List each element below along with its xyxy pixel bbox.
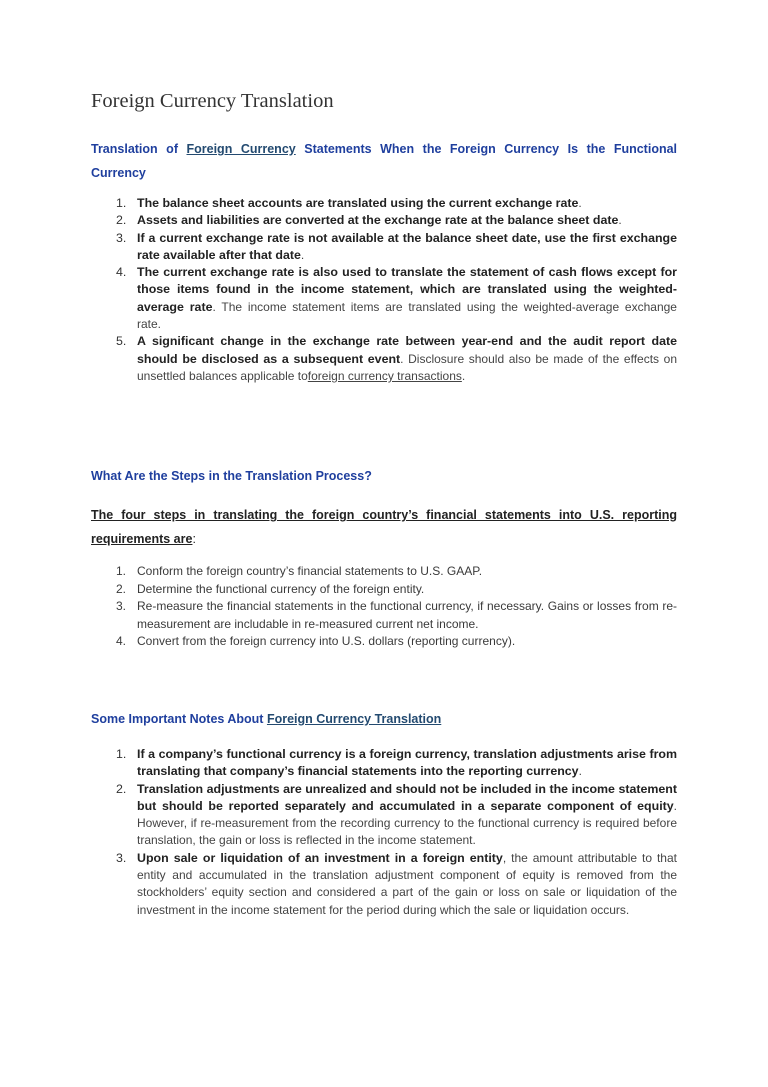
list-item: 5. A significant change in the exchange rate between year-end and the audit report date should be disclosed as a subsequent event. Disclosure should also be made of the effects on unsettled balances applicable toforeign currency transactions. bbox=[116, 334, 677, 383]
list-item: 1. If a company’s functional currency is a foreign currency, translation adjustments arise from translating that company’s financial statements into the reporting currency. bbox=[116, 747, 677, 779]
section2-intro: The four steps in translating the foreign country’s financial statements into U.S. reporting requirements are: bbox=[91, 508, 677, 546]
list-item: 2. Determine the functional currency of the foreign entity. bbox=[116, 581, 425, 596]
section1-heading: Translation of Foreign Currency Statements When the Foreign Currency Is the Functional Currency bbox=[91, 142, 678, 180]
foreign-currency-translation-link[interactable]: Foreign Currency Translation bbox=[266, 712, 442, 726]
list-item: 3. If a current exchange rate is not available at the balance sheet date, use the first exchange rate available after that date. bbox=[116, 230, 677, 262]
list-item: 2. Assets and liabilities are converted at the exchange rate at the balance sheet date. bbox=[116, 213, 622, 228]
list-item: 4. The current exchange rate is also used to translate the statement of cash flows except for those items found in the income statement, which are translated using the weighted-average rate. The income statement items are translated using the weighted-average exchange rate. bbox=[116, 265, 677, 332]
page-title: Foreign Currency Translation bbox=[91, 90, 334, 112]
section1-list bbox=[91, 195, 677, 385]
list-item: 4. Convert from the foreign currency into U.S. dollars (reporting currency). bbox=[116, 634, 516, 648]
list-item: 1. Conform the foreign country’s financial statements to U.S. GAAP. bbox=[116, 564, 483, 578]
section2-heading: What Are the Steps in the Translation Process? bbox=[91, 469, 372, 483]
section2-list bbox=[91, 563, 677, 651]
section3-list bbox=[91, 746, 677, 919]
list-item: 1. The balance sheet accounts are translated using the current exchange rate. bbox=[116, 196, 582, 210]
list-item: 3. Upon sale or liquidation of an investment in a foreign entity, the amount attributable to that entity and accumulated in the translation adjustment component of equity is removed from the stockholders’ equity section and considered a part of the gain or loss on sale or liquidation of the investment in the income statement for the period during which the sale or liquidation occurs. bbox=[116, 850, 677, 917]
foreign-currency-transactions-link[interactable]: foreign currency transactions bbox=[307, 368, 462, 383]
section3-heading: Some Important Notes About Foreign Currency Translation bbox=[91, 712, 442, 726]
list-item: 2. Translation adjustments are unrealized and should not be included in the income statement but should be reported separately and accumulated in a separate component of equity. However, if re-measurement from the recording currency to the functional currency is required before translation, the gain or loss is reflected in the income statement. bbox=[116, 781, 677, 848]
list-item: 3. Re-measure the financial statements in the functional currency, if necessary. Gains or losses from re-measurement are includable in re-measured current net income. bbox=[116, 599, 677, 631]
foreign-currency-link[interactable]: Foreign Currency bbox=[186, 142, 296, 156]
